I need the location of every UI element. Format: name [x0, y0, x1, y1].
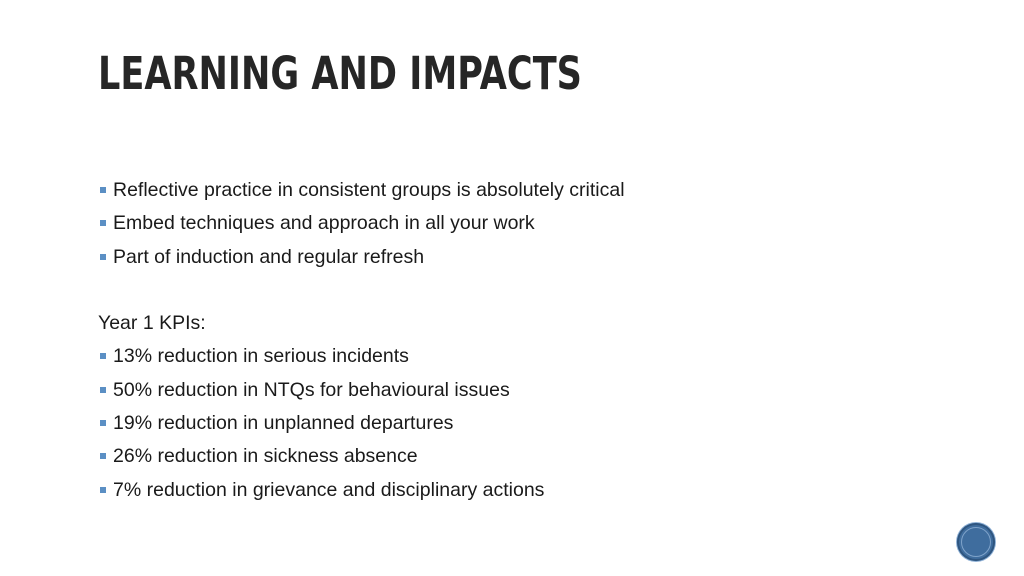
bullet-text: 7% reduction in grievance and disciplinary actions	[113, 478, 545, 501]
bullet-text: Embed techniques and approach in all your work	[113, 212, 535, 235]
bullet-text: 13% reduction in serious incidents	[113, 345, 409, 368]
slide-title: LEARNING AND IMPACTS	[98, 47, 582, 100]
square-bullet-icon	[100, 387, 106, 393]
list-item	[98, 340, 918, 373]
square-bullet-icon	[100, 254, 106, 260]
square-bullet-icon	[100, 420, 106, 426]
square-bullet-icon	[100, 220, 106, 226]
kpi-heading: Year 1 KPIs:	[98, 312, 206, 335]
slide-body	[98, 174, 918, 507]
list-item	[98, 207, 918, 240]
square-bullet-icon	[100, 487, 106, 493]
square-bullet-icon	[100, 187, 106, 193]
list-item	[98, 407, 918, 440]
bullet-text: 50% reduction in NTQs for behavioural issues	[113, 378, 510, 401]
slide-number-circle-icon	[961, 527, 991, 557]
slide-number-badge	[957, 523, 995, 561]
square-bullet-icon	[100, 453, 106, 459]
list-item	[98, 474, 918, 507]
paragraph-spacer	[98, 274, 918, 307]
bullet-text: 26% reduction in sickness absence	[113, 445, 418, 468]
list-item	[98, 440, 918, 473]
list-item	[98, 174, 918, 207]
bullet-text: Reflective practice in consistent groups is absolutely critical	[113, 179, 625, 201]
bullet-text: Part of induction and regular refresh	[113, 245, 425, 268]
list-item	[98, 374, 918, 407]
bullet-text: 19% reduction in unplanned departures	[113, 412, 454, 435]
list-item	[98, 241, 918, 274]
square-bullet-icon	[100, 353, 106, 359]
